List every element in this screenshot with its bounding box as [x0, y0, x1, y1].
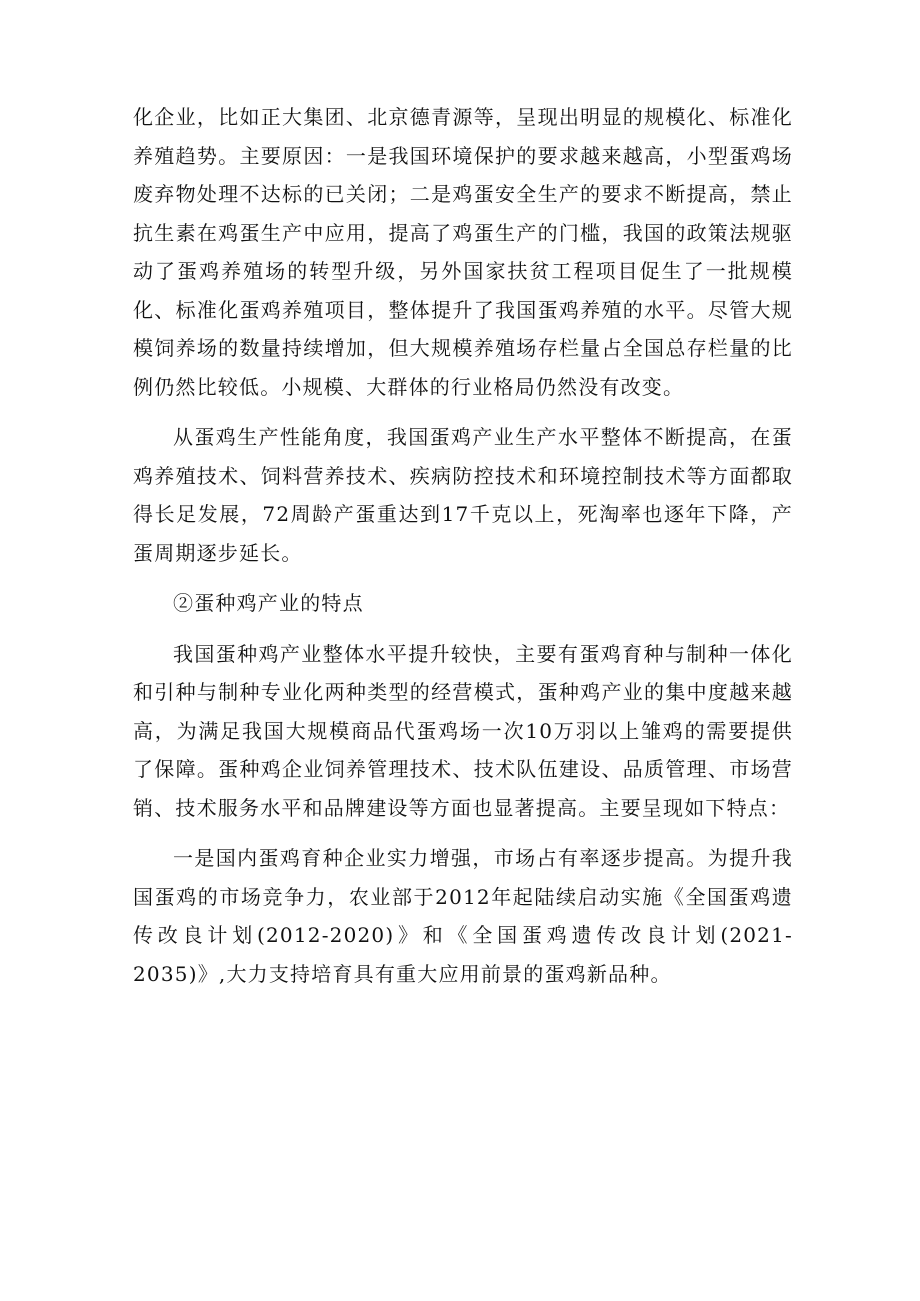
paragraph-breeder-industry: 我国蛋种鸡产业整体水平提升较快，主要有蛋鸡育种与制种一体化和引种与制种专业化两种类型的经营模式，蛋种鸡产业的集中度越来越高，为满足我国大规模商品代蛋鸡场一次10万羽以上雏鸡的需要提供了保障。蛋种鸡企业饲养管理技术、技术队伍建设、品质管理、市场营销、技术服务水平和品牌建设等方面也显著提高。主要呈现如下特点： — [133, 641, 793, 820]
paragraph-production-performance: 从蛋鸡生产性能角度，我国蛋鸡产业生产水平整体不断提高，在蛋鸡养殖技术、饲料营养技术、疾病防控技术和环境控制技术等方面都取得长足发展，72周龄产蛋重达到17千克以上，死淘率也逐年下降，产蛋周期逐步延长。 — [133, 425, 793, 565]
paragraph-continuation: 化企业，比如正大集团、北京德青源等，呈现出明显的规模化、标准化养殖趋势。主要原因：一是我国环境保护的要求越来越高，小型蛋鸡场废弃物处理不达标的已关闭；二是鸡蛋安全生产的要求不断提高，禁止抗生素在鸡蛋生产中应用，提高了鸡蛋生产的门槛，我国的政策法规驱动了蛋鸡养殖场的转型升级，另外国家扶贫工程项目促生了一批规模化、标准化蛋鸡养殖项目，整体提升了我国蛋鸡养殖的水平。尽管大规模饲养场的数量持续增加，但大规模养殖场存栏量占全国总存栏量的比例仍然比较低。小规模、大群体的行业格局仍然没有改变。 — [133, 105, 793, 399]
document-body — [133, 98, 793, 993]
paragraph-feature-one: 一是国内蛋鸡育种企业实力增强，市场占有率逐步提高。为提升我国蛋鸡的市场竞争力，农业部于2012年起陆续启动实施《全国蛋鸡遗传改良计划(2012-2020)》和《全国蛋鸡遗传改良计划(2021-2035)》,大力支持培育具有重大应用前景的蛋鸡新品种。 — [133, 846, 793, 986]
section-heading: ②蛋种鸡产业的特点 — [173, 591, 364, 615]
